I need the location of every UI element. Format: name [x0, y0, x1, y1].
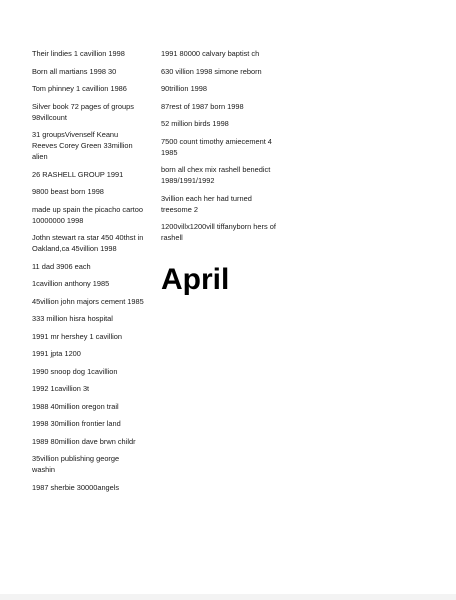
list-item: 1988 40million oregon trail — [32, 401, 119, 411]
list-item: 11 dad 3906 each — [32, 261, 91, 271]
list-item: 1991 80000 calvary baptist ch — [161, 49, 260, 58]
list-item: 52 million birds 1998 — [161, 119, 229, 128]
list-item: made up spain the picacho cartoo 10000000 1998 — [32, 204, 143, 225]
page-bottom-edge — [0, 594, 456, 600]
list-item: Born all martians 1998 30 — [32, 66, 117, 76]
list-item: 1991 mr hershey 1 cavillion — [32, 331, 122, 341]
list-item: 1998 30million frontier land — [32, 419, 121, 428]
list-item: 333 million hisra hospital — [32, 314, 113, 323]
list-item: 87rest of 1987 born 1998 — [161, 101, 244, 111]
list-item: 1989 80million dave brwn childr — [32, 436, 136, 446]
left-column — [32, 48, 144, 499]
list-item: 35villion publishing george washin — [32, 454, 120, 474]
list-item: 31 groupsVivenself Keanu Reeves Corey Green 33million alien — [32, 130, 133, 161]
list-item: 9800 beast born 1998 — [32, 187, 104, 196]
list-item: 1990 snoop dog 1cavillion — [32, 366, 118, 376]
list-item: Jothn stewart ra star 450 40thst in Oakland,ca 45villion 1998 — [32, 233, 144, 253]
right-column — [161, 48, 279, 297]
list-item: 1991 jpta 1200 — [32, 349, 81, 358]
list-item: 45villion john majors cement 1985 — [32, 296, 144, 306]
list-item: Tom phinney 1 cavillion 1986 — [32, 84, 127, 93]
list-item: 1cavillion anthony 1985 — [32, 279, 110, 288]
list-item: Silver book 72 pages of groups 98villcount — [32, 101, 134, 122]
list-item: 90trillion 1998 — [161, 84, 208, 93]
list-item: 3villion each her had turned treesome 2 — [161, 193, 252, 214]
section-heading: April — [161, 263, 230, 296]
list-item: Their lindies 1 cavillion 1998 — [32, 49, 125, 58]
list-item: 630 villion 1998 simone reborn — [161, 66, 262, 76]
list-item: 1987 sherbie 30000angels — [32, 482, 120, 492]
list-item: 7500 count timothy amiecement 4 1985 — [161, 136, 272, 157]
list-item: 1200villx1200vill tiffanyborn hers of rashell — [161, 222, 276, 242]
list-item: 26 RASHELL GROUP 1991 — [32, 169, 124, 179]
list-item: born all chex mix rashell benedict 1989/1991/1992 — [161, 165, 271, 185]
list-item: 1992 1cavillion 3t — [32, 384, 90, 393]
